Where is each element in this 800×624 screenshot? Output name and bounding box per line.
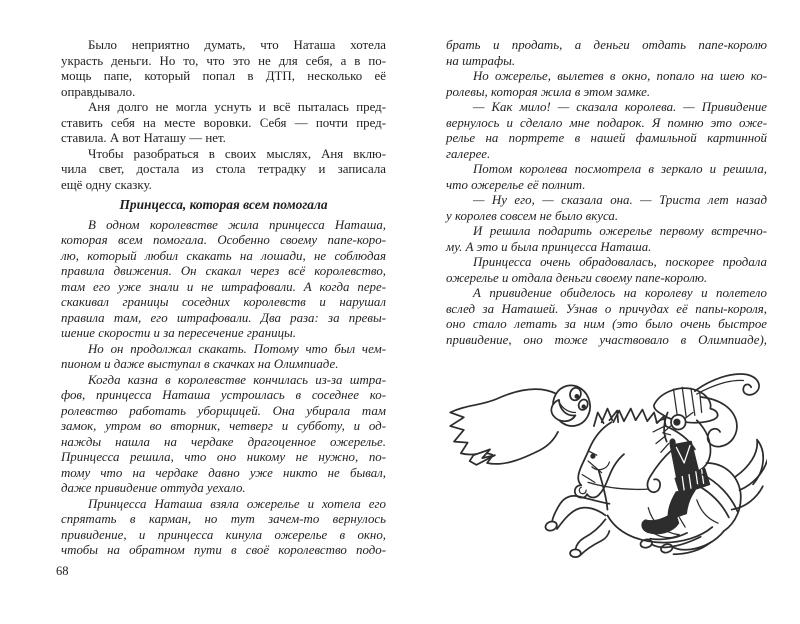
- text-line: Принцесса Наташа взяла ожерелье и хотела его: [88, 496, 386, 511]
- text-line: Чтобы разобраться в своих мыслях, Аня вклю-: [88, 146, 386, 161]
- text-line: шение скорости и за пересечение границы.: [61, 326, 296, 340]
- text-line: А привидение обиделось на королеву и полетело: [473, 286, 767, 300]
- text-line: скакивал границы соседних королевств и нарушал: [61, 295, 386, 309]
- text-line: даже привидение оттуда уехало.: [61, 481, 246, 495]
- text-line: тому что на чердаке давно уже никто не бывал,: [61, 465, 386, 480]
- text-line: фов, принцесса Наташа устроилась в соседнее ко-: [61, 388, 386, 402]
- page-number: 68: [56, 564, 69, 578]
- text-line: вернулось и сделало мне подарок. Я помню это оже-: [446, 115, 767, 130]
- text-line: ставила. А вот Наташу — нет.: [61, 131, 226, 145]
- text-line: правила там, его штрафовали. Два раза: за превы-: [61, 310, 386, 325]
- text-line: вслед за Наташей. Узнав о причудах её папы-короля,: [446, 301, 767, 316]
- text-line: галерее.: [446, 146, 491, 161]
- text-line: ещё одну сказку.: [61, 177, 152, 192]
- text-line: брать и продать, а деньги отдать папе-королю: [446, 38, 767, 52]
- story-title: Принцесса, которая всем помогала: [119, 197, 328, 212]
- text-line: Но ожерелье, вылетев в окно, попало на шею ко-: [473, 69, 767, 83]
- text-line: там его уже знали и не штрафовали. А когда пере-: [61, 279, 386, 294]
- text-line: что ожерелье её полнит.: [446, 177, 586, 192]
- text-line: Когда казна в королевстве кончилась из-за штра-: [88, 372, 386, 387]
- text-line: — Ну его, — сказала она. — Триста лет назад: [473, 193, 767, 207]
- text-line: правила движения. Он скакал через всё королевство,: [61, 264, 386, 278]
- text-line: чила свет, достала из стола тетрадку и записала: [61, 162, 386, 176]
- text-line: пионом и даже выступал в скачках на Олимпиаде.: [61, 357, 339, 371]
- text-line: ролевы, которая жила в этом замке.: [446, 84, 651, 99]
- text-line: лю, который любил скакать на лошади, не соблюдая: [61, 248, 386, 263]
- text-line: у королев совсем не было вкуса.: [446, 208, 619, 223]
- intro-paragraphs: [61, 38, 386, 193]
- story-text-left: [61, 218, 386, 559]
- text-line: В одном королевстве жила принцесса Наташа,: [88, 217, 386, 232]
- text-line: Принцесса решила, что оно никому не нужно, по-: [61, 450, 386, 464]
- text-line: релье на портрете в нашей фамильной картинной: [446, 131, 767, 145]
- text-line: которая всем помогала. Особенно своему папе-коро-: [61, 233, 386, 247]
- story-text-right: [446, 38, 767, 348]
- text-line: Было неприятно думать, что Наташа хотела: [88, 38, 386, 52]
- text-line: му. А это и была принцесса Наташа.: [446, 239, 652, 254]
- text-line: ожерелье и отдала деньги своему папе-королю.: [446, 270, 708, 285]
- text-line: спрятать в карман, но тут зачем-то вернулось: [61, 512, 386, 526]
- text-line: чтобы на обратном пути в своё королевство подо-: [61, 543, 386, 557]
- text-line: ролевство работать уборщицей. Она убирала там: [61, 403, 386, 418]
- text-line: украсть деньги. Но то, что это не для себя, а в по-: [61, 53, 386, 68]
- text-line: замок, утром во вторник, четверг и субботу, и од-: [61, 419, 386, 433]
- text-line: мощь папе, который попал в ДТП, несколько её: [61, 69, 386, 83]
- text-line: привидение, оно тоже участвовало в Олимпиаде),: [446, 332, 767, 347]
- text-line: Но он продолжал скакать. Потому что был чем-: [88, 341, 386, 356]
- text-line: Принцесса очень обрадовалась, поскорее продала: [473, 255, 767, 269]
- text-line: оно стало летать за ним (это было очень быстрое: [446, 317, 767, 331]
- text-line: оправдывало.: [61, 84, 136, 99]
- text-line: И решила подарить ожерелье первому встречно-: [473, 224, 767, 238]
- text-line: на штрафы.: [446, 53, 516, 68]
- text-line: Потом королева посмотрела в зеркало и решила,: [473, 162, 767, 176]
- text-line: Аня долго не могла уснуть и всё пыталась пред-: [88, 100, 386, 114]
- ghost-figure: [450, 382, 594, 465]
- page-left: [61, 38, 386, 559]
- text-line: привидение, и принцесса кинула ожерелье в окно,: [61, 527, 386, 542]
- text-line: нажды нашла на чердаке драгоценное ожерелье.: [61, 434, 386, 449]
- text-line: ставить себя на месте воровки. Себя — почти пред-: [61, 115, 386, 130]
- text-line: — Как мило! — сказала королева. — Привидение: [473, 100, 767, 114]
- story-illustration: [446, 362, 767, 595]
- page-right: [446, 38, 767, 595]
